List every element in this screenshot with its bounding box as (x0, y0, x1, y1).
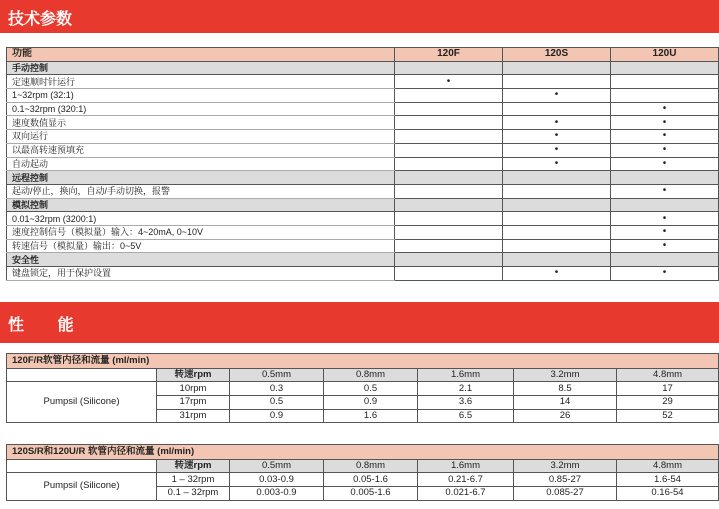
empty-cell (611, 171, 719, 185)
empty-cell (395, 130, 503, 144)
empty-cell (395, 89, 503, 103)
feature-row (7, 89, 719, 103)
feature-label: 以最高转速预填充 (7, 143, 395, 157)
empty-cell (395, 198, 503, 212)
bullet-mark: • (503, 116, 611, 130)
empty-cell (611, 89, 719, 103)
feature-row (7, 239, 719, 253)
flow-value: 0.003-0.9 (230, 486, 324, 500)
empty-cell (395, 212, 503, 226)
tube-size-header: 4.8mm (617, 368, 719, 382)
feature-row (7, 143, 719, 157)
flow-value: 0.05-1.6 (324, 473, 418, 487)
flow-value: 17 (617, 382, 719, 396)
table-caption-row (7, 445, 719, 460)
flow-value: 0.5 (324, 382, 418, 396)
flow-value: 14 (514, 395, 617, 409)
empty-cell (503, 239, 611, 253)
feature-label: 0.1~32rpm (320:1) (7, 102, 395, 116)
feature-row (7, 116, 719, 130)
empty-cell (395, 225, 503, 239)
feature-label: 自动起动 (7, 157, 395, 171)
bullet-mark: • (611, 102, 719, 116)
flow-value: 0.021-6.7 (418, 486, 514, 500)
flow-value: 1.6-54 (617, 473, 719, 487)
empty-cell (395, 61, 503, 75)
table-caption: 120S/R和120U/R 软管内径和流量 (ml/min) (7, 445, 719, 460)
tube-size-header: 0.8mm (324, 368, 418, 382)
speed-value: 10rpm (157, 382, 230, 396)
bullet-mark: • (503, 89, 611, 103)
bullet-mark: • (611, 184, 719, 198)
empty-cell (395, 184, 503, 198)
feature-label: 起动/停止，换向，自动/手动切换，报警 (7, 184, 395, 198)
bullet-mark: • (611, 267, 719, 281)
bullet-mark: • (503, 267, 611, 281)
column-header-row (7, 459, 719, 473)
speed-value: 1 – 32rpm (157, 473, 230, 487)
flow-table-120s-120u (6, 444, 719, 501)
header-model: 120U (611, 48, 719, 62)
feature-row (7, 102, 719, 116)
feature-row (7, 75, 719, 89)
feature-label: 键盘锁定，用于保护设置 (7, 267, 395, 281)
flow-value: 26 (514, 409, 617, 423)
flow-value: 0.9 (324, 395, 418, 409)
feature-group-label: 安全性 (7, 253, 395, 267)
feature-group-label: 手动控制 (7, 61, 395, 75)
empty-cell (503, 225, 611, 239)
feature-row (7, 184, 719, 198)
flow-value: 1.6 (324, 409, 418, 423)
empty-cell (503, 75, 611, 89)
speed-header: 转速rpm (157, 368, 230, 382)
tube-size-header: 4.8mm (617, 459, 719, 473)
flow-value: 0.03-0.9 (230, 473, 324, 487)
empty-cell (503, 102, 611, 116)
column-header-row (7, 368, 719, 382)
empty-cell (395, 253, 503, 267)
bullet-mark: • (503, 130, 611, 144)
table-caption: 120F/R软管内径和流量 (ml/min) (7, 354, 719, 369)
feature-table-header (7, 48, 719, 62)
flow-value: 29 (617, 395, 719, 409)
flow-table-120f (6, 353, 719, 423)
feature-group-label: 模拟控制 (7, 198, 395, 212)
blank-cell (7, 459, 157, 473)
flow-value: 0.3 (230, 382, 324, 396)
flow-value: 2.1 (418, 382, 514, 396)
empty-cell (503, 171, 611, 185)
empty-cell (395, 267, 503, 281)
speed-header: 转速rpm (157, 459, 230, 473)
empty-cell (395, 171, 503, 185)
empty-cell (611, 198, 719, 212)
feature-group-label: 远程控制 (7, 171, 395, 185)
feature-label: 定速顺时针运行 (7, 75, 395, 89)
empty-cell (503, 253, 611, 267)
feature-label: 速度控制信号（模拟量）输入：4~20mA, 0~10V (7, 225, 395, 239)
bullet-mark: • (611, 225, 719, 239)
tube-size-header: 0.8mm (324, 459, 418, 473)
feature-row (7, 130, 719, 144)
section-banner-tech-params (0, 0, 719, 33)
bullet-mark: • (503, 157, 611, 171)
tube-size-header: 3.2mm (514, 368, 617, 382)
feature-group-row (7, 198, 719, 212)
data-row (7, 382, 719, 396)
feature-group-row (7, 253, 719, 267)
feature-group-row (7, 171, 719, 185)
feature-group-row (7, 61, 719, 75)
feature-label: 双向运行 (7, 130, 395, 144)
data-row (7, 473, 719, 487)
speed-value: 31rpm (157, 409, 230, 423)
flow-value: 0.21-6.7 (418, 473, 514, 487)
table-caption-row (7, 354, 719, 369)
feature-label: 速度数值显示 (7, 116, 395, 130)
tube-size-header: 3.2mm (514, 459, 617, 473)
empty-cell (395, 143, 503, 157)
feature-table (6, 47, 719, 281)
section-banner-performance (0, 302, 719, 343)
tubing-material: Pumpsil (Silicone) (7, 382, 157, 423)
feature-row (7, 212, 719, 226)
feature-label: 0.01~32rpm (3200:1) (7, 212, 395, 226)
bullet-mark: • (503, 143, 611, 157)
tube-size-header: 1.6mm (418, 459, 514, 473)
empty-cell (503, 212, 611, 226)
empty-cell (611, 61, 719, 75)
empty-cell (611, 253, 719, 267)
flow-value: 0.005-1.6 (324, 486, 418, 500)
flow-value: 0.085-27 (514, 486, 617, 500)
bullet-mark: • (395, 75, 503, 89)
bullet-mark: • (611, 239, 719, 253)
flow-value: 0.16-54 (617, 486, 719, 500)
bullet-mark: • (611, 143, 719, 157)
section-title-performance: 性 能 (8, 315, 88, 334)
feature-row (7, 225, 719, 239)
bullet-mark: • (611, 157, 719, 171)
feature-label: 1~32rpm (32:1) (7, 89, 395, 103)
empty-cell (503, 61, 611, 75)
tubing-material: Pumpsil (Silicone) (7, 473, 157, 500)
flow-value: 0.5 (230, 395, 324, 409)
speed-value: 17rpm (157, 395, 230, 409)
blank-cell (7, 368, 157, 382)
header-function: 功能 (7, 48, 395, 62)
empty-cell (395, 102, 503, 116)
empty-cell (395, 116, 503, 130)
empty-cell (503, 198, 611, 212)
empty-cell (395, 239, 503, 253)
flow-value: 3.6 (418, 395, 514, 409)
feature-label: 转速信号（模拟量）输出：0~5V (7, 239, 395, 253)
feature-row (7, 157, 719, 171)
flow-value: 8.5 (514, 382, 617, 396)
header-model: 120F (395, 48, 503, 62)
flow-value: 0.85-27 (514, 473, 617, 487)
flow-value: 0.9 (230, 409, 324, 423)
empty-cell (395, 157, 503, 171)
bullet-mark: • (611, 130, 719, 144)
feature-row (7, 267, 719, 281)
tube-size-header: 1.6mm (418, 368, 514, 382)
section-title-tech-params: 技术参数 (8, 9, 73, 28)
flow-value: 6.5 (418, 409, 514, 423)
tube-size-header: 0.5mm (230, 368, 324, 382)
header-model: 120S (503, 48, 611, 62)
tube-size-header: 0.5mm (230, 459, 324, 473)
bullet-mark: • (611, 212, 719, 226)
bullet-mark: • (611, 116, 719, 130)
empty-cell (611, 75, 719, 89)
flow-value: 52 (617, 409, 719, 423)
speed-value: 0.1 – 32rpm (157, 486, 230, 500)
empty-cell (503, 184, 611, 198)
